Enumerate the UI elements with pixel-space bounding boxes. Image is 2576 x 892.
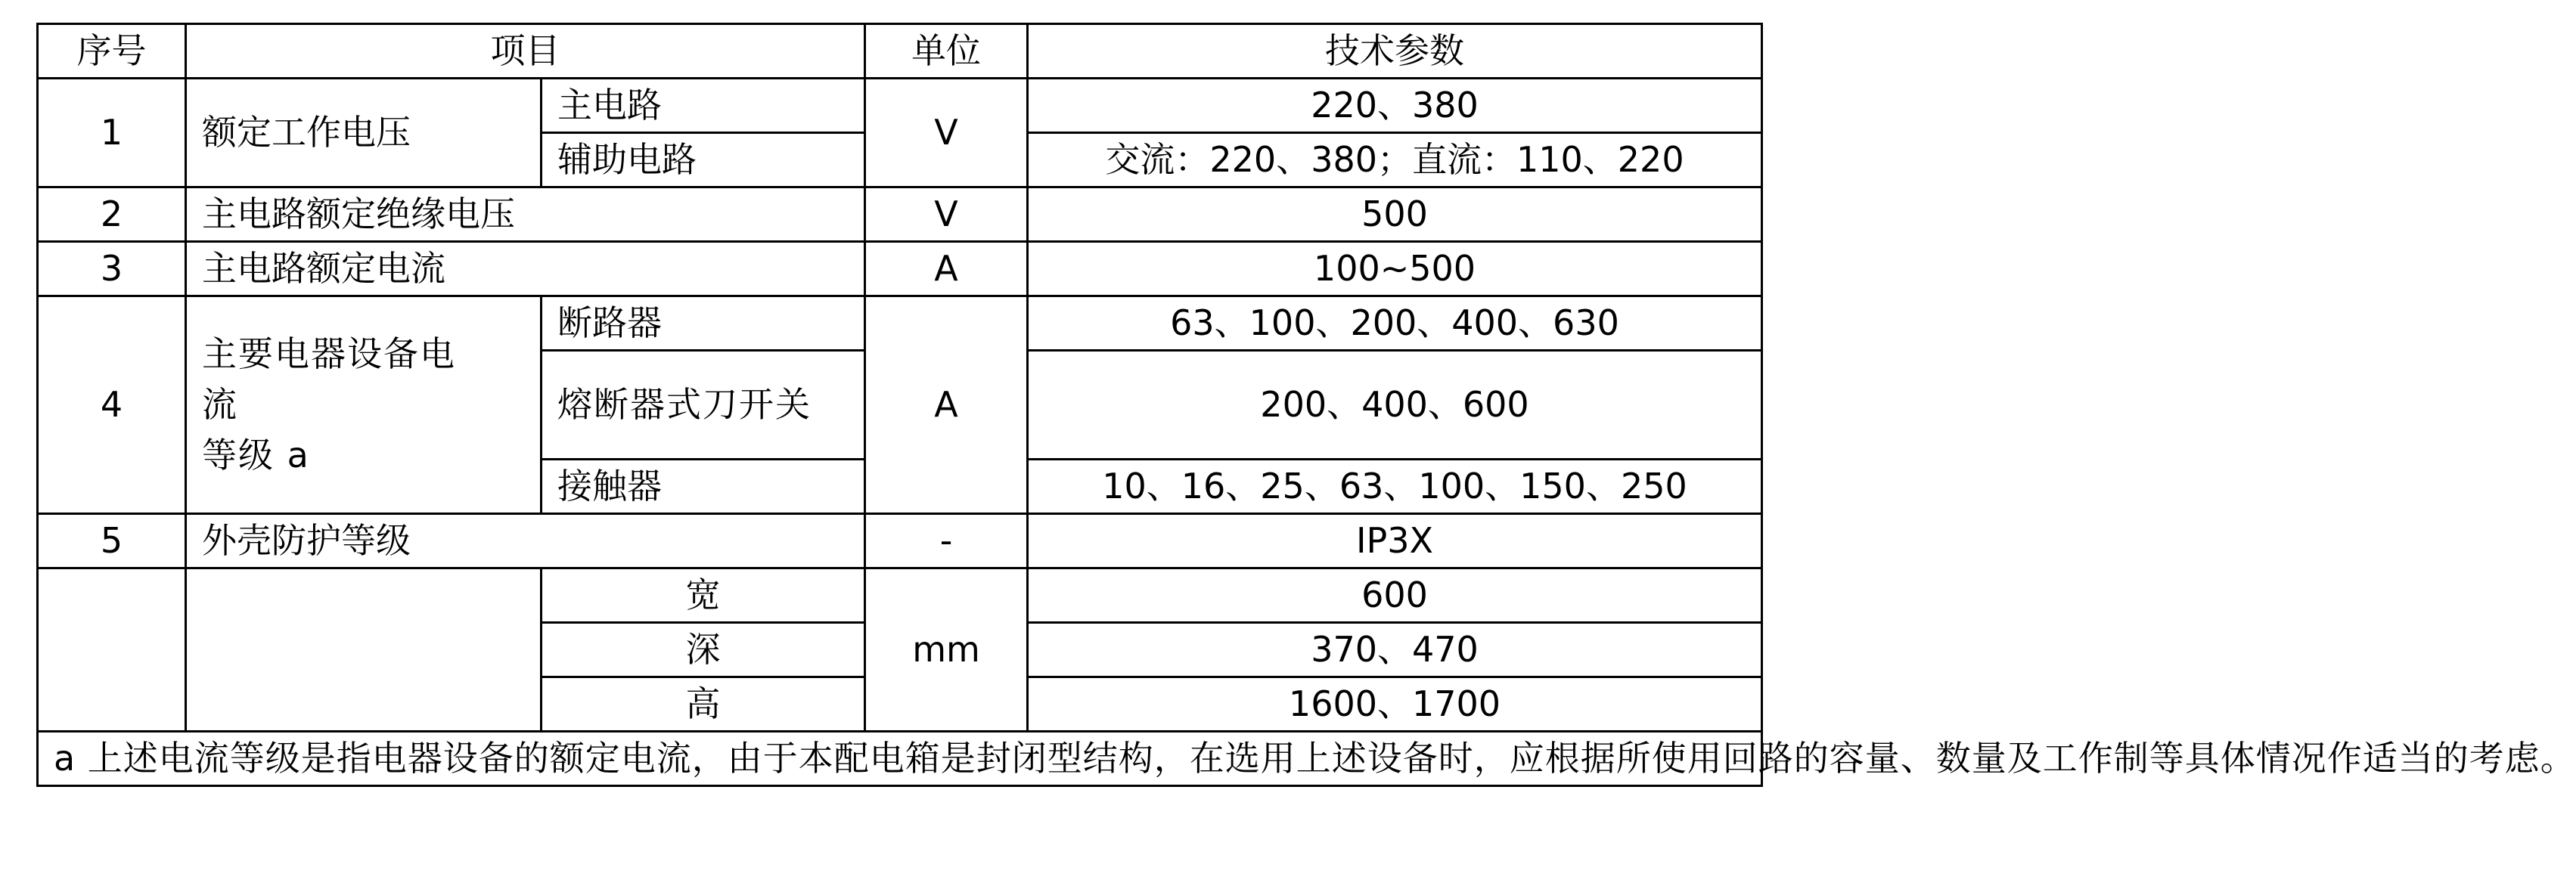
row-value: 220、380 — [1028, 79, 1762, 133]
row-item — [186, 568, 542, 732]
row-sub-item: 高 — [542, 677, 865, 732]
row-unit: A — [865, 296, 1028, 514]
header-unit: 单位 — [865, 24, 1028, 79]
row-sub-item: 主电路 — [542, 79, 865, 133]
row-sub-item: 宽 — [542, 568, 865, 623]
row-unit: V — [865, 79, 1028, 187]
table-row — [38, 514, 1762, 568]
row-value: 交流：220、380；直流：110、220 — [1028, 133, 1762, 187]
row-unit: - — [865, 514, 1028, 568]
row-value: 600 — [1028, 568, 1762, 623]
row-item-line: 等级 a — [202, 434, 310, 475]
row-unit: mm — [865, 568, 1028, 732]
row-unit: V — [865, 187, 1028, 242]
row-value: 10、16、25、63、100、150、250 — [1028, 460, 1762, 514]
row-number: 4 — [38, 296, 186, 514]
row-value: 500 — [1028, 187, 1762, 242]
footnote: a 上述电流等级是指电器设备的额定电流，由于本配电箱是封闭型结构，在选用上述设备时，应根据所使用回路的容量、数量及工作制等具体情况作适当的考虑。 — [38, 732, 1762, 786]
row-number — [38, 568, 186, 732]
row-item: 额定工作电压 — [186, 79, 542, 187]
row-value: 370、470 — [1028, 623, 1762, 677]
row-item-line: 流 — [202, 384, 238, 426]
row-item — [186, 296, 542, 514]
table-row — [38, 79, 1762, 133]
row-value: 200、400、600 — [1028, 351, 1762, 460]
row-item: 主电路额定绝缘电压 — [186, 187, 865, 242]
row-number: 5 — [38, 514, 186, 568]
row-item: 主电路额定电流 — [186, 242, 865, 296]
footnote-row — [38, 732, 1762, 786]
table-row — [38, 568, 1762, 623]
row-value: 1600、1700 — [1028, 677, 1762, 732]
spec-table — [36, 23, 2576, 787]
row-unit: A — [865, 242, 1028, 296]
row-value: IP3X — [1028, 514, 1762, 568]
row-number: 3 — [38, 242, 186, 296]
row-value: 63、100、200、400、630 — [1028, 296, 1762, 351]
header-row — [38, 24, 1762, 79]
row-sub-item: 接触器 — [542, 460, 865, 514]
table-row — [38, 187, 1762, 242]
row-number: 1 — [38, 79, 186, 187]
header-no: 序号 — [38, 24, 186, 79]
row-item: 外壳防护等级 — [186, 514, 865, 568]
table-row — [38, 296, 1762, 351]
table-row — [38, 242, 1762, 296]
row-value: 100~500 — [1028, 242, 1762, 296]
row-sub-item: 辅助电路 — [542, 133, 865, 187]
row-item-line: 主要电器设备电 — [202, 333, 456, 375]
row-number: 2 — [38, 187, 186, 242]
row-sub-item: 熔断器式刀开关 — [542, 351, 865, 460]
header-item: 项目 — [186, 24, 865, 79]
row-sub-item: 深 — [542, 623, 865, 677]
row-sub-item: 断路器 — [542, 296, 865, 351]
header-params: 技术参数 — [1028, 24, 1762, 79]
